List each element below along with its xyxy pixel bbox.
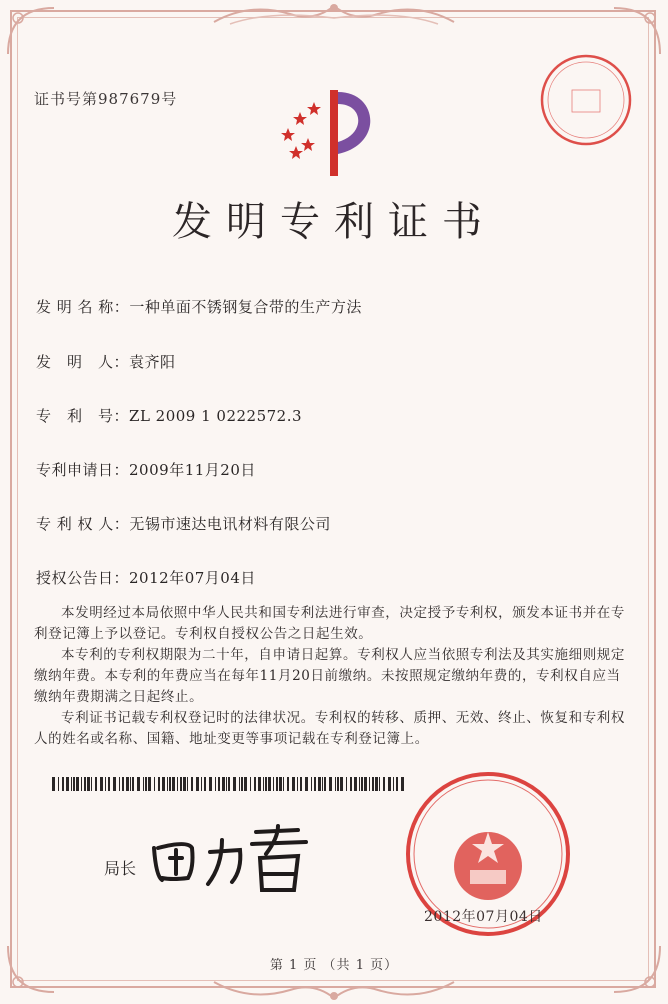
cnipa-logo (278, 84, 390, 180)
barcode-bar (239, 777, 240, 791)
barcode-bar (305, 777, 308, 791)
barcode-bar (91, 777, 92, 791)
barcode-bar (162, 777, 165, 791)
barcode-bar (187, 777, 188, 791)
issue-date: 2012年07月04日 (424, 909, 543, 925)
page-number: 第 1 页 （共 1 页） (269, 958, 399, 973)
field-label: 专利申请日： (36, 461, 130, 479)
barcode-bar (265, 777, 267, 791)
barcode-bar (354, 777, 357, 791)
barcode-bar (81, 777, 82, 791)
barcode-bar (58, 777, 59, 791)
barcode-bar (108, 777, 110, 791)
barcode-bar (113, 777, 116, 791)
barcode-bar (222, 777, 225, 791)
barcode-bar (228, 777, 230, 791)
barcode-bar (258, 777, 261, 791)
field-value: 一种单面不锈钢复合带的生产方法 (129, 298, 362, 316)
field-invention-name (36, 296, 362, 317)
barcode-bar (158, 777, 160, 791)
barcode-bar (233, 777, 236, 791)
barcode-bar (167, 777, 168, 791)
top-ornament (210, 0, 458, 28)
field-label: 专 利 号： (36, 407, 130, 425)
barcode-bar (169, 777, 171, 791)
field-value: 袁齐阳 (129, 353, 176, 371)
field-label: 发 明 名 称： (36, 298, 130, 316)
barcode-bar (76, 777, 79, 791)
barcode-bar (254, 777, 256, 791)
barcode-bar (130, 777, 131, 791)
body-paragraph: 本发明经过本局依照中华人民共和国专利法进行审查，决定授予专利权，颁发本证书并在专利登记簿上予以登记。专利权自授权公告之日起生效。 (34, 605, 625, 642)
barcode (52, 777, 404, 791)
barcode-bar (62, 777, 64, 791)
barcode-bar (379, 777, 380, 791)
barcode-bar (201, 777, 202, 791)
barcode-bar (87, 777, 90, 791)
field-value: 2009年11月20日 (129, 461, 256, 479)
barcode-bar (218, 777, 220, 791)
barcode-bar (311, 777, 312, 791)
barcode-bar (276, 777, 278, 791)
barcode-bar (396, 777, 398, 791)
field-patent-number (36, 405, 302, 426)
director-signature (148, 818, 318, 898)
barcode-bar (148, 777, 151, 791)
barcode-bar (324, 777, 326, 791)
barcode-bar (183, 777, 186, 791)
barcode-bar (300, 777, 302, 791)
barcode-bar (241, 777, 243, 791)
small-red-seal (538, 52, 634, 148)
barcode-bar (346, 777, 347, 791)
barcode-bar (393, 777, 394, 791)
barcode-bar (66, 777, 69, 791)
barcode-bar (322, 777, 323, 791)
barcode-bar (145, 777, 147, 791)
field-label: 发 明 人： (36, 353, 130, 371)
barcode-bar (137, 777, 140, 791)
barcode-bar (73, 777, 75, 791)
field-label: 授权公告日： (36, 569, 130, 587)
barcode-bar (105, 777, 106, 791)
field-value: 无锡市速达电讯材料有限公司 (129, 515, 331, 533)
barcode-bar (375, 777, 378, 791)
barcode-bar (172, 777, 175, 791)
body-paragraph: 专利证书记载专利权登记时的法律状况。专利权的转移、质押、无效、终止、恢复和专利权人的姓名或名称、国籍、地址变更等事项记载在专利登记簿上。 (34, 710, 625, 747)
field-patentee (36, 513, 331, 534)
body-paragraph: 本专利的专利权期限为二十年，自申请日起算。专利权人应当依照专利法及其实施细则规定缴纳年费。本专利的年费应当在每年11月20日前缴纳。未按照规定缴纳年费的，专利权自应当缴纳年费期满之日起终止。 (34, 647, 625, 705)
barcode-bar (337, 777, 339, 791)
barcode-bar (314, 777, 316, 791)
barcode-bar (372, 777, 374, 791)
corner-ornament-top-left (4, 4, 60, 60)
certificate-body (34, 603, 634, 750)
barcode-bar (95, 777, 97, 791)
barcode-bar (191, 777, 193, 791)
barcode-bar (263, 777, 264, 791)
barcode-bar (204, 777, 206, 791)
field-application-date (36, 459, 256, 480)
barcode-bar (318, 777, 321, 791)
field-label: 专 利 权 人： (36, 515, 130, 533)
barcode-bar (297, 777, 298, 791)
barcode-bar (226, 777, 227, 791)
barcode-bar (279, 777, 282, 791)
barcode-bar (180, 777, 182, 791)
field-grant-date (36, 567, 256, 588)
barcode-bar (292, 777, 295, 791)
barcode-bar (84, 777, 86, 791)
barcode-bar (71, 777, 72, 791)
barcode-bar (361, 777, 363, 791)
barcode-bar (364, 777, 367, 791)
barcode-bar (154, 777, 155, 791)
barcode-bar (350, 777, 352, 791)
barcode-bar (100, 777, 103, 791)
director-label: 局长 (104, 859, 137, 878)
barcode-bar (177, 777, 178, 791)
barcode-bar (143, 777, 144, 791)
barcode-bar (119, 777, 120, 791)
field-value: 2012年07月04日 (129, 569, 256, 587)
barcode-bar (273, 777, 274, 791)
barcode-bar (196, 777, 199, 791)
certificate-title: 发明专利证书 (172, 199, 496, 245)
barcode-bar (244, 777, 247, 791)
barcode-bar (287, 777, 289, 791)
barcode-bar (388, 777, 391, 791)
field-value: ZL 2009 1 0222572.3 (129, 407, 303, 425)
barcode-bar (268, 777, 271, 791)
barcode-bar (283, 777, 284, 791)
barcode-bar (340, 777, 343, 791)
field-inventor (36, 351, 176, 372)
barcode-bar (52, 777, 55, 791)
barcode-bar (126, 777, 129, 791)
barcode-bar (122, 777, 124, 791)
barcode-bar (329, 777, 332, 791)
barcode-bar (383, 777, 385, 791)
barcode-bar (359, 777, 360, 791)
barcode-bar (335, 777, 336, 791)
certificate-number: 证书号第987679号 (34, 90, 178, 108)
barcode-bar (209, 777, 212, 791)
barcode-bar (369, 777, 370, 791)
barcode-bar (250, 777, 251, 791)
barcode-bar (132, 777, 134, 791)
barcode-bar (215, 777, 216, 791)
